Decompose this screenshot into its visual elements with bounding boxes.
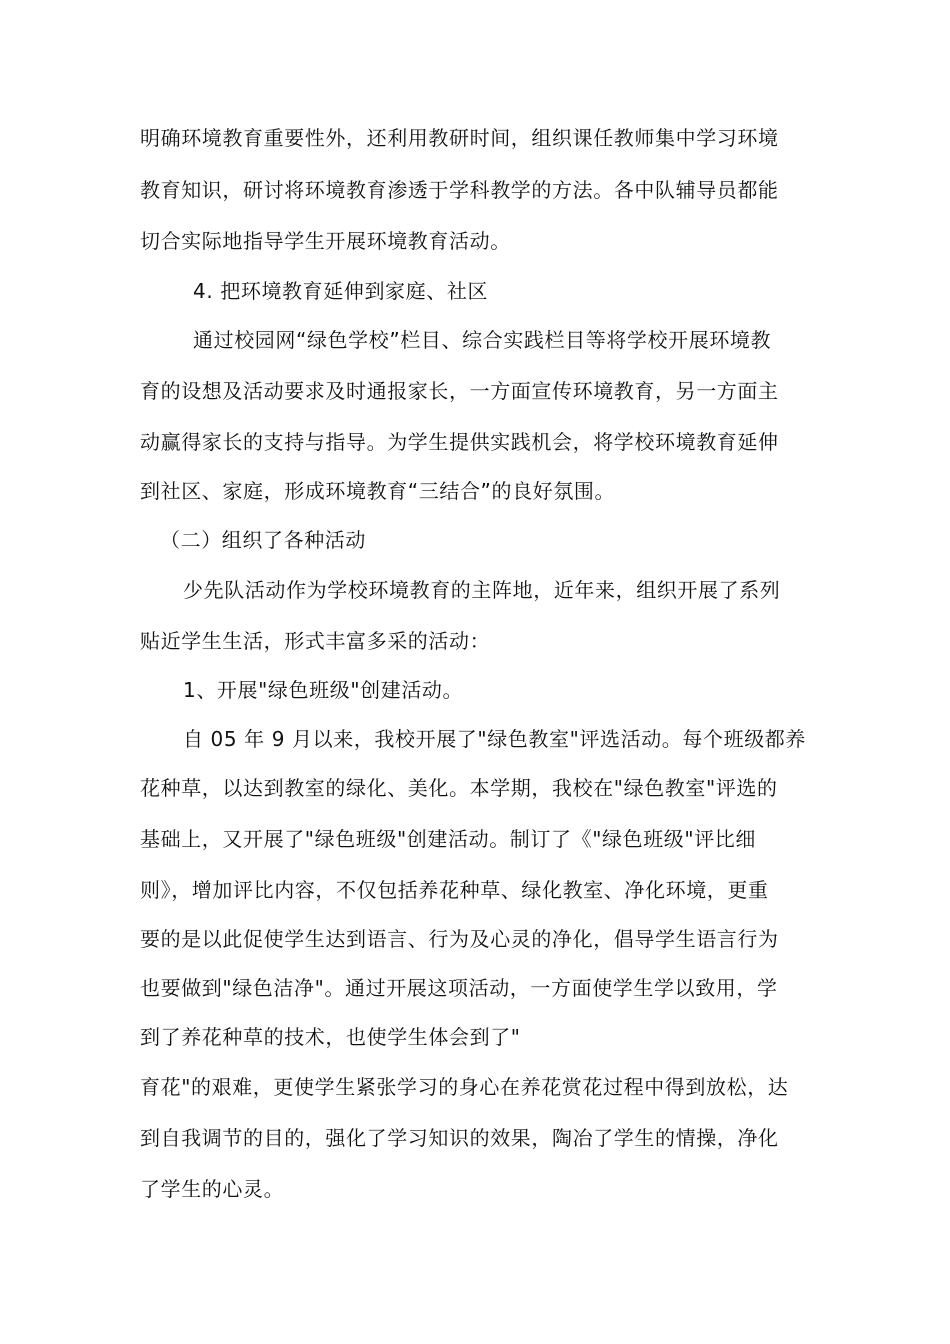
paragraph-line: 贴近学生生活，形式丰富多采的活动： — [140, 629, 491, 653]
paragraph-line: 了学生的心灵。 — [140, 1177, 285, 1201]
paragraph-line: 切合实际地指导学生开展环境教育活动。 — [140, 229, 511, 253]
paragraph-line: 花种草，以达到教室的绿化、美化。本学期，我校在"绿色教室"评选的 — [140, 776, 778, 800]
paragraph-line: 则》，增加评比内容，不仅包括养花种草、绿化教室、净化环境，更重 — [140, 878, 769, 902]
paragraph-line: 教育知识，研讨将环境教育渗透于学科教学的方法。各中队辅导员都能 — [140, 178, 779, 202]
paragraph-line: 明确环境教育重要性外，还利用教研时间，组织课任教师集中学习环境 — [140, 126, 779, 150]
section-heading: （二）组织了各种活动 — [160, 528, 366, 552]
subsection-heading: 1、开展"绿色班级"创建活动。 — [183, 678, 464, 702]
paragraph-line: 育的设想及活动要求及时通报家长，一方面宣传环境教育，另一方面主 — [140, 379, 779, 403]
paragraph-line: 到社区、家庭，形成环境教育“三结合”的良好氛围。 — [140, 479, 616, 503]
section-heading: 4. 把环境教育延伸到家庭、社区 — [193, 279, 489, 303]
paragraph-line: 到了养花种草的技术，也使学生体会到了" — [140, 1025, 521, 1049]
paragraph-line: 动赢得家长的支持与指导。为学生提供实践机会，将学校环境教育延伸 — [140, 430, 779, 454]
paragraph-line: 通过校园网“绿色学校”栏目、综合实践栏目等将学校开展环境教 — [193, 328, 772, 352]
paragraph-line: 少先队活动作为学校环境教育的主阵地，近年来，组织开展了系列 — [183, 578, 781, 602]
paragraph-line: 基础上，又开展了"绿色班级"创建活动。制订了《"绿色班级"评比细 — [140, 827, 756, 851]
paragraph-line: 自 05 年 9 月以来，我校开展了"绿色教室"评选活动。每个班级都养 — [183, 727, 807, 751]
paragraph-line: 到自我调节的目的，强化了学习知识的效果，陶冶了学生的情操，净化 — [140, 1126, 779, 1150]
paragraph-line: 要的是以此促使学生达到语言、行为及心灵的净化，倡导学生语言行为 — [140, 927, 779, 951]
paragraph-line: 育花"的艰难，更使学生紧张学习的身心在养花赏花过程中得到放松，达 — [140, 1075, 789, 1099]
paragraph-line: 也要做到"绿色洁净"。通过开展这项活动，一方面使学生学以致用，学 — [140, 976, 778, 1000]
